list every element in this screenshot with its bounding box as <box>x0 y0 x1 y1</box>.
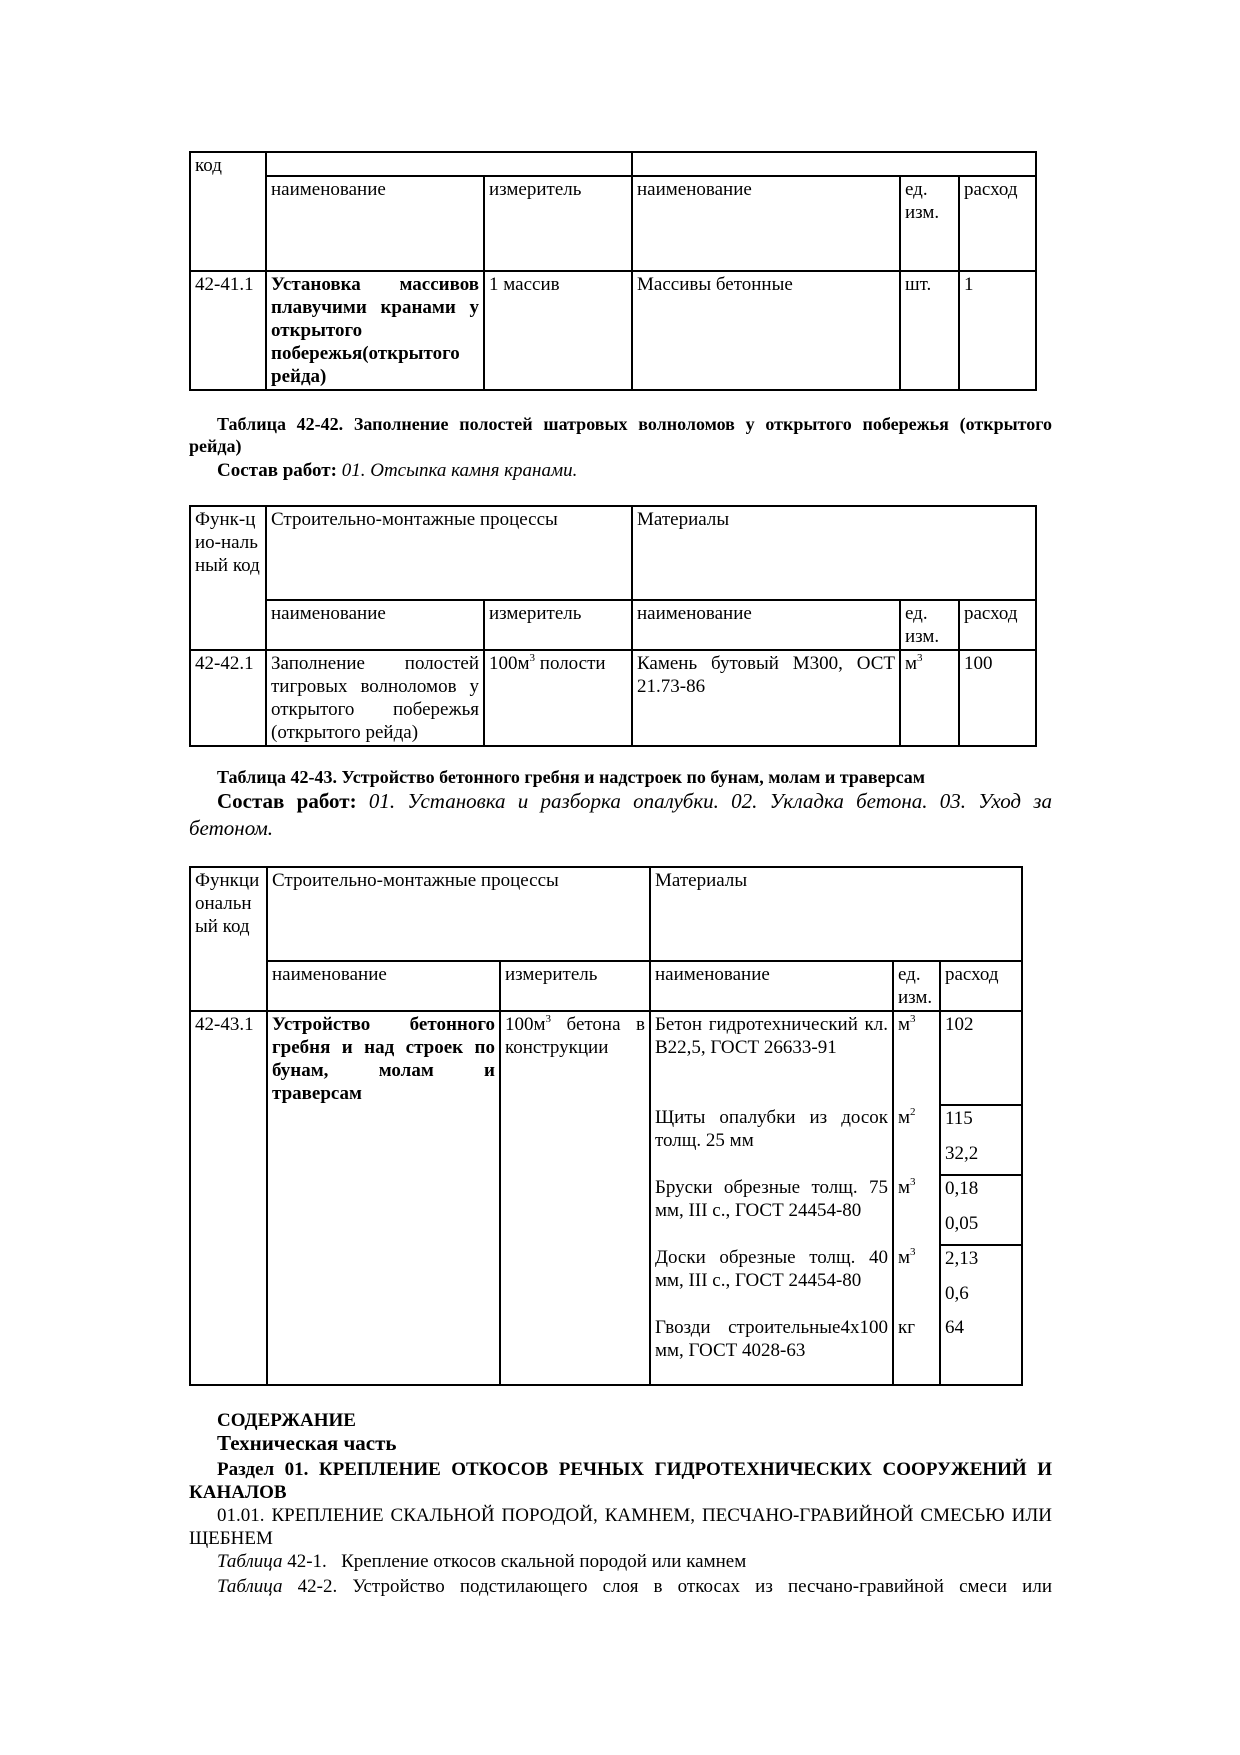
material-name: Гвозди строительные4х100 мм, ГОСТ 4028-63 <box>650 1315 893 1385</box>
material-unit: $м^3$ <box>893 1175 940 1245</box>
header-mat-name: наименование <box>632 176 900 271</box>
material-name: Доски обрезные толщ. 40 мм, III с., ГОСТ 24454-80 <box>650 1245 893 1315</box>
material-qty: 0,18 0,05 <box>940 1175 1022 1245</box>
row-mat-unit: шт. <box>900 271 959 390</box>
row-code: 42-42.1 <box>190 650 266 746</box>
header-code: код <box>190 152 266 271</box>
header-mat-qty: расход <box>940 961 1022 1011</box>
table-42-42-title: Таблица 42-42. Заполнение полостей шатровых волноломов у открытого побережья (открытого рейда) <box>189 414 1052 456</box>
row-proc-unit: 1 массив <box>484 271 632 390</box>
row-proc-unit: $100м^3$ бетона в конструкции <box>500 1011 650 1385</box>
contents-table-label: Таблица <box>217 1576 283 1597</box>
composition-text: 01. Отсыпка камня кранами. <box>341 460 578 481</box>
header-processes: Строительно-монтажные процессы <box>267 867 650 961</box>
header-proc-name: наименование <box>266 176 484 271</box>
header-mat-qty: расход <box>959 176 1036 271</box>
table-42-41 <box>189 151 1037 391</box>
material-qty: 2,13 0,6 <box>940 1245 1022 1315</box>
material-name: Щиты опалубки из досок толщ. 25 мм <box>650 1105 893 1175</box>
contents-table-label: Таблица <box>217 1551 283 1572</box>
table-42-43-composition <box>189 788 1052 842</box>
table-row <box>190 271 1036 390</box>
header-mat-unit: ед. изм. <box>900 176 959 271</box>
header-code: Функциональный код <box>190 867 267 1011</box>
row-mat-qty: 100 <box>959 650 1036 746</box>
composition-label: Состав работ: <box>217 460 337 481</box>
header-materials: Материалы <box>650 867 1022 961</box>
composition-text: 01. Установка и разборка опалубки. 02. Укладка бетона. 03. Уход за бетоном. <box>189 789 1052 840</box>
table-42-42-composition <box>189 459 1052 482</box>
row-mat-qty: 1 <box>959 271 1036 390</box>
table-row <box>190 1011 1022 1105</box>
header-mat-qty: расход <box>959 600 1036 650</box>
row-proc-name: Заполнение полостей тигровых волноломов у открытого побережья (открытого рейда) <box>266 650 484 746</box>
contents-table-42-1: Таблица 42-1. Крепление откосов скальной породой или камнем <box>217 1551 747 1572</box>
material-unit: кг <box>893 1315 940 1385</box>
material-unit: $м^3$ <box>893 1245 940 1315</box>
row-mat-unit: $м^3$ <box>900 650 959 746</box>
header-proc-name: наименование <box>267 961 500 1011</box>
header-mat-name: наименование <box>650 961 893 1011</box>
contents-subsection: 01.01. КРЕПЛЕНИЕ СКАЛЬНОЙ ПОРОДОЙ, КАМНЕМ, ПЕСЧАНО-ГРАВИЙНОЙ СМЕСЬЮ ИЛИ ЩЕБНЕМ <box>189 1505 1052 1549</box>
header-proc-name: наименование <box>266 600 484 650</box>
contents-heading: СОДЕРЖАНИЕ <box>217 1410 356 1431</box>
table-42-42 <box>189 505 1037 747</box>
composition-label: Состав работ: <box>217 789 357 813</box>
material-qty: 64 <box>940 1315 1022 1385</box>
header-proc-unit: измеритель <box>484 176 632 271</box>
row-code: 42-43.1 <box>190 1011 267 1385</box>
contents-section-line1: Раздел 01. КРЕПЛЕНИЕ ОТКОСОВ РЕЧНЫХ ГИДРОТЕХНИЧЕСКИХ СООРУЖЕНИЙ И КАНАЛОВ <box>189 1459 1052 1503</box>
material-unit: $м^3$ <box>893 1011 940 1105</box>
row-code: 42-41.1 <box>190 271 266 390</box>
material-qty: 102 <box>940 1011 1022 1105</box>
contents-tech-part: Техническая часть <box>217 1431 397 1455</box>
header-mat-unit: ед. изм. <box>893 961 940 1011</box>
material-qty: 115 32,2 <box>940 1105 1022 1175</box>
row-mat-name: Массивы бетонные <box>632 271 900 390</box>
table-42-43 <box>189 866 1023 1386</box>
material-name: Бруски обрезные толщ. 75 мм, III с., ГОСТ 24454-80 <box>650 1175 893 1245</box>
header-mat-name: наименование <box>632 600 900 650</box>
material-unit: $м^2$ <box>893 1105 940 1175</box>
header-code: Функ-цио-нальный код <box>190 506 266 650</box>
table-row <box>190 650 1036 746</box>
header-materials <box>632 152 1036 176</box>
contents-table-42-2: Таблица 42-2. Устройство подстилающего слоя в откосах из песчано-гравийной смеси или <box>217 1576 1052 1597</box>
header-mat-unit: ед. изм. <box>900 600 959 650</box>
header-materials: Материалы <box>632 506 1036 600</box>
header-proc-unit: измеритель <box>484 600 632 650</box>
row-mat-name: Камень бутовый М300, ОСТ 21.73-86 <box>632 650 900 746</box>
row-proc-name: Установка массивов плавучими кранами у открытого побережья(открытого рейда) <box>266 271 484 390</box>
material-name: Бетон гидротехнический кл. В22,5, ГОСТ 26633-91 <box>650 1011 893 1105</box>
header-proc-unit: измеритель <box>500 961 650 1011</box>
row-proc-unit: $100м^3$ полости <box>484 650 632 746</box>
row-proc-name: Устройство бетонного гребня и над строек по бунам, молам и траверсам <box>267 1011 500 1385</box>
header-processes: Строительно-монтажные процессы <box>266 506 632 600</box>
table-42-43-title: Таблица 42-43. Устройство бетонного гребня и надстроек по бунам, молам и траверсам <box>217 767 926 787</box>
header-processes <box>266 152 632 176</box>
